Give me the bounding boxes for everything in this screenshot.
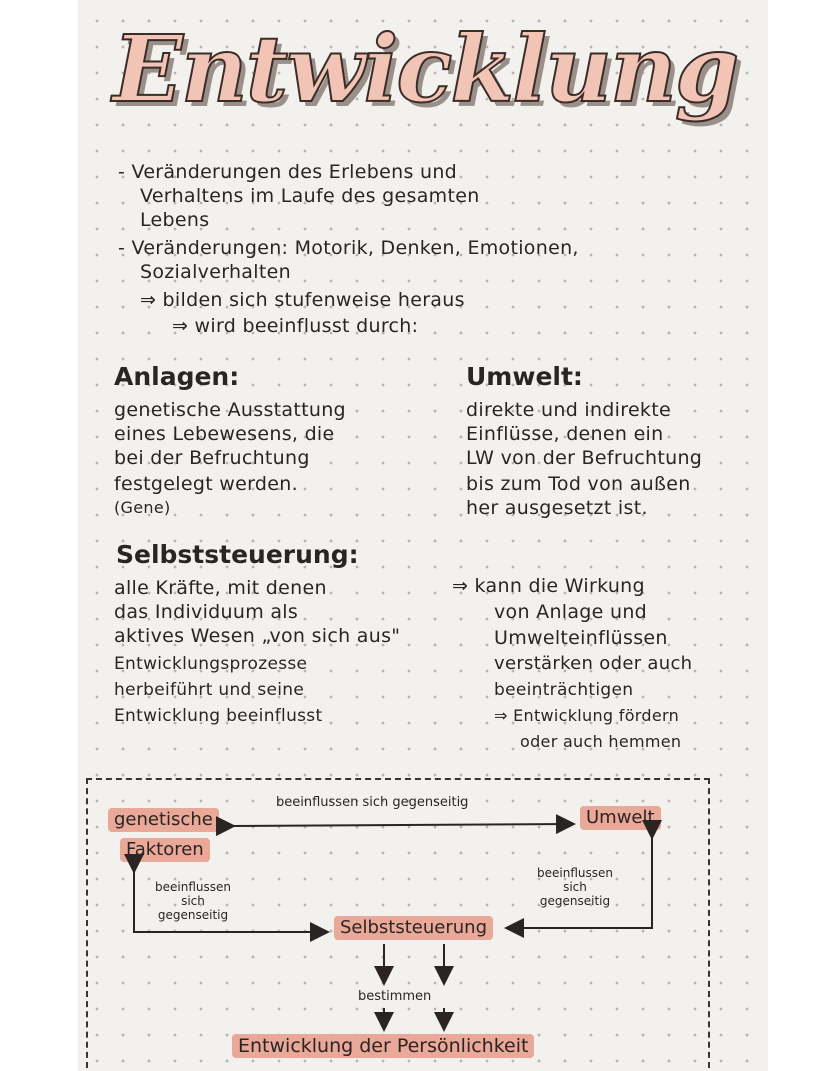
- bullet-1-line-3: Lebens: [140, 209, 210, 231]
- effect-line: ⇒ Entwicklung fördern: [494, 706, 680, 725]
- anlagen-line: (Gene): [114, 498, 171, 517]
- node-umwelt: Umwelt: [580, 806, 661, 830]
- label-left-line: sich: [181, 894, 205, 908]
- effect-line: beeinträchtigen: [494, 680, 634, 700]
- arrow-line-1: ⇒ bilden sich stufenweise heraus: [140, 289, 465, 311]
- label-right-line: sich: [563, 880, 587, 894]
- label-right: [530, 866, 620, 908]
- effect-line: oder auch hemmen: [520, 732, 682, 751]
- selbststeuerung-heading: Selbststeuerung:: [116, 540, 359, 569]
- umwelt-line: her ausgesetzt ist.: [466, 497, 648, 519]
- node-faktoren: Faktoren: [120, 838, 210, 862]
- bullet-2-line-1: - Veränderungen: Motorik, Denken, Emotionen,: [118, 237, 579, 259]
- label-left-line: gegenseitig: [157, 908, 229, 922]
- label-bestimmen: bestimmen: [358, 989, 432, 1004]
- node-selbststeuerung: Selbststeuerung: [334, 916, 493, 940]
- label-top: beeinflussen sich gegenseitig: [276, 795, 469, 810]
- umwelt-heading: Umwelt:: [466, 362, 583, 391]
- bullet-2-line-2: Sozialverhalten: [140, 261, 291, 283]
- label-left: [138, 880, 248, 922]
- effect-line: Umwelteinflüssen: [494, 627, 668, 649]
- umwelt-line: Einflüsse, denen ein: [466, 423, 664, 445]
- selbststeuerung-line: aktives Wesen „von sich aus": [114, 625, 401, 647]
- anlagen-line: genetische Ausstattung: [114, 399, 346, 421]
- node-genetische: genetische: [108, 808, 219, 832]
- page-title: Entwicklung: [112, 15, 738, 123]
- label-right-line: beeinflussen: [537, 866, 613, 880]
- umwelt-line: bis zum Tod von außen: [466, 473, 691, 495]
- umwelt-line: LW von der Befruchtung: [466, 447, 703, 469]
- label-right-line: gegenseitig: [539, 894, 611, 908]
- umwelt-line: direkte und indirekte: [466, 399, 671, 421]
- selbststeuerung-line: Entwicklungsprozesse: [114, 654, 308, 674]
- anlagen-line: festgelegt werden.: [114, 473, 298, 495]
- arrow-line-2: ⇒ wird beeinflusst durch:: [172, 315, 419, 337]
- selbststeuerung-line: alle Kräfte, mit denen: [114, 577, 327, 599]
- effect-line: verstärken oder auch: [494, 653, 693, 674]
- anlagen-heading: Anlagen:: [114, 362, 240, 391]
- bullet-1-line-1: - Veränderungen des Erlebens und: [118, 161, 458, 183]
- node-entwicklung-der-persoenlichkeit: Entwicklung der Persönlichkeit: [232, 1034, 534, 1058]
- bullet-1-line-2: Verhaltens im Laufe des gesamten: [140, 185, 480, 207]
- anlagen-line: eines Lebewesens, die: [114, 423, 335, 445]
- anlagen-line: bei der Befruchtung: [114, 447, 310, 469]
- selbststeuerung-line: das Individuum als: [114, 601, 299, 623]
- effect-line: von Anlage und: [494, 601, 648, 623]
- label-left-line: beeinflussen: [155, 880, 231, 894]
- effect-line: ⇒ kann die Wirkung: [452, 575, 645, 597]
- selbststeuerung-line: herbeiführt und seine: [114, 680, 305, 700]
- selbststeuerung-line: Entwicklung beeinflusst: [114, 706, 323, 726]
